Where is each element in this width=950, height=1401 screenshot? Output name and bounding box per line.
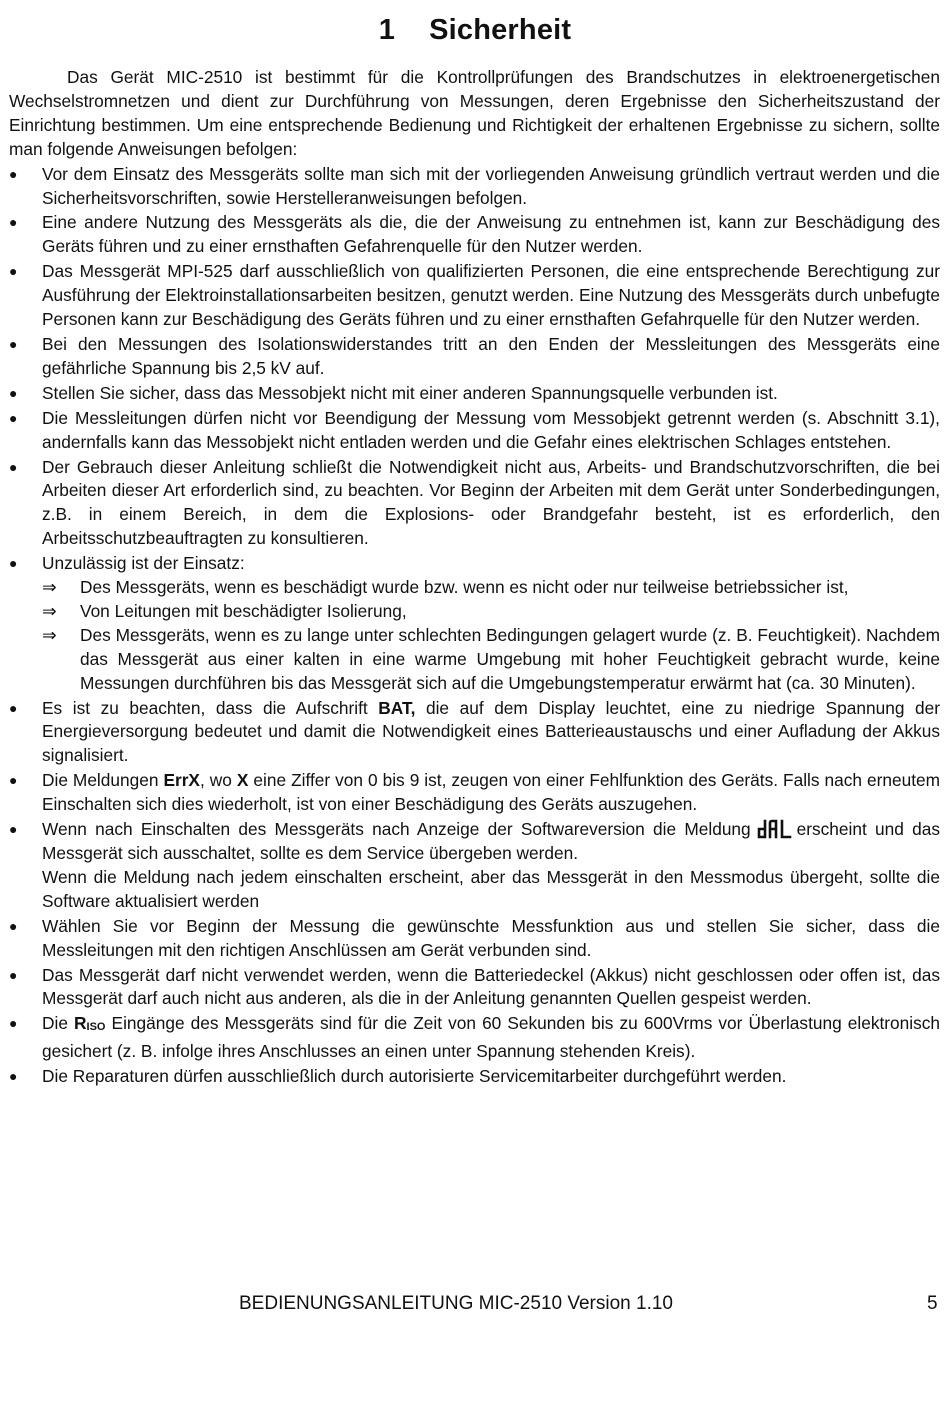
bullet-icon: ● (9, 772, 18, 789)
bullet-icon: ● (9, 917, 18, 934)
list-item: ● Stellen Sie sicher, dass das Messobjekt nicht mit einer anderen Spannungsquelle verbunden ist. (9, 382, 940, 406)
bullet-icon: ● (9, 699, 18, 716)
list-item: ● Das Messgerät MPI-525 darf ausschließlich von qualifizierten Personen, die eine entsprechende Berechtigung zur Ausführung der Elektroinstallationsarbeiten besitzen, genutzt werden. Eine Nutzung des Messgeräts durch unbefugte Personen kann zur Beschädigung des Geräts führen und zu einer ernsthaften Gefahrquelle für den Nutzer werden. (9, 261, 940, 330)
bullet-icon: ● (9, 165, 18, 182)
bullet-icon: ● (9, 966, 18, 983)
list-item: ● Die Messleitungen dürfen nicht vor Beendigung der Messung vom Messobjekt getrennt werden (s. Abschnitt 3.1), andernfalls kann das Messobjekt nicht entladen werden und die Gefahr eines elektrischen Schlages entstehen. (9, 407, 940, 452)
safety-content (9, 66, 940, 1089)
list-item: ● Die Reparaturen dürfen ausschließlich durch autorisierte Servicemitarbeiter durchgeführt werden. (9, 1065, 940, 1089)
arrow-icon: ⇒ (42, 577, 57, 598)
bullet-icon: ● (9, 1015, 18, 1032)
sub-list-item: ⇒ Des Messgeräts, wenn es zu lange unter schlechten Bedingungen gelagert wurde (z. B. Feuchtigkeit). Nachdem das Messgerät aus einer kalten in eine warme Umgebung mit hoher Feuchtigkeit gebracht wurde, keine Messungen durchführen bis das Messgerät sich auf die Umgebungstemperatur erwärmt hat (ca. 30 Minuten). (42, 624, 940, 693)
svg-text:dAL: dAL (774, 835, 777, 837)
safety-list (9, 163, 940, 1089)
bullet-icon: ● (9, 214, 18, 231)
arrow-icon: ⇒ (42, 600, 57, 621)
list-item: ● Bei den Messungen des Isolationswiderstandes tritt an den Enden der Messleitungen des Messgeräts eine gefährliche Spannung bis 2,5 kV auf. (9, 333, 940, 378)
bullet-icon: ● (9, 821, 18, 838)
sub-list-item: ⇒ Von Leitungen mit beschädigter Isolierung, (42, 600, 940, 624)
section-heading (0, 14, 950, 47)
bullet-icon: ● (9, 409, 18, 426)
page-number: 5 (927, 1293, 938, 1314)
bullet-icon: ● (9, 384, 18, 401)
bullet-icon: ● (9, 335, 18, 352)
dal-display-icon (757, 819, 793, 839)
bullet-icon: ● (9, 1068, 18, 1085)
bullet-icon: ● (9, 458, 18, 475)
sub-list-item: ⇒ Des Messgeräts, wenn es beschädigt wurde bzw. wenn es nicht oder nur teilweise betriebssicher ist, (42, 576, 940, 600)
list-item: ● Wählen Sie vor Beginn der Messung die gewünschte Messfunktion aus und stellen Sie sicher, dass die Messleitungen mit den richtigen Anschlüssen am Gerät verbunden sind. (9, 915, 940, 960)
footer-title: BEDIENUNGSANLEITUNG MIC-2510 Version 1.10 (239, 1293, 673, 1314)
list-item-bat: ● Es ist zu beachten, dass die Aufschrift BAT, die auf dem Display leuchtet, eine zu niedrige Spannung der Energieversorgung bedeutet und damit die Notwendigkeit eines Batterieaustauschs und einer Aufladung der Akkus signalisiert. (9, 697, 940, 766)
arrow-icon: ⇒ (42, 624, 57, 645)
list-item-riso: ● Die RISO Eingänge des Messgeräts sind für die Zeit von 60 Sekunden bis zu 600Vrms vor Überlastung elektronisch gesichert (z. B. infolge ihres Anschlusses an einen unter Spannung stehenden Kreis). (9, 1013, 940, 1062)
list-item: ● Das Messgerät darf nicht verwendet werden, wenn die Batteriedeckel (Akkus) nicht geschlossen oder offen ist, das Messgerät darf auch nicht aus anderen, als die in der Anleitung genannten Quellen gespeist werden. (9, 964, 940, 1009)
riso-symbol: RISO (74, 1013, 106, 1034)
bat-keyword: BAT, (378, 697, 416, 718)
list-item: ● Eine andere Nutzung des Messgeräts als die, die der Anweisung zu entnehmen ist, kann zur Beschädigung des Geräts führen und zu einer ernsthaften Gefahrenquelle für den Nutzer werden. (9, 212, 940, 257)
intro-paragraph: Das Gerät MIC-2510 ist bestimmt für die Kontrollprüfungen des Brandschutzes in elektroenergetischen Wechselstromnetzen und dient zur Durchführung von Messungen, deren Ergebnisse den Sicherheitszustand der Einrichtung bestimmen. Um eine entsprechende Bedienung und Richtigkeit der erhaltenen Ergebnisse zu sichern, sollte man folgende Anweisungen befolgen: (9, 67, 940, 159)
list-item-unzulaessig: ● Unzulässig ist der Einsatz: ⇒ Des Messgeräts, wenn es beschädigt wurde bzw. wenn es nicht oder nur teilweise betriebssicher ist, ⇒ Von Leitungen mit beschädigter Isolierung, ⇒ Des Messgeräts, wenn es zu lange unter schlechten Bedingungen gelagert wurde (z. B. Feuchtigkeit). Nachdem das Messgerät aus einer kalten in eine warme Umgebung mit hoher Feuchtigkeit gebracht wurde, keine Messungen durchführen bis das Messgerät sich auf die Umgebungstemperatur erwärmt hat (ca. 30 Minuten). (9, 552, 940, 695)
bullet-icon: ● (9, 263, 18, 280)
bullet-icon: ● (9, 555, 18, 572)
section-number: 1 (378, 14, 396, 46)
list-item: ● Der Gebrauch dieser Anleitung schließt die Notwendigkeit nicht aus, Arbeits- und Brandschutzvorschriften, die bei Arbeiten dieser Art erforderlich sind, zu beachten. Vor Beginn der Arbeiten mit dem Gerät unter Sonderbedingungen, z.B. in einem Bereich, in dem die Explosions- oder Brandgefahr besteht, ist es erforderlich, den Arbeitsschutzbeauftragten zu konsultieren. (9, 456, 940, 549)
list-item-errx: ● Die Meldungen ErrX, wo X eine Ziffer von 0 bis 9 ist, zeugen von einer Fehlfunktion des Geräts. Falls nach erneutem Einschalten sich dies wiederholt, ist von einer Beschädigung des Geräts auszugehen. (9, 770, 941, 815)
errx-keyword: ErrX (163, 770, 200, 791)
list-item: ● Vor dem Einsatz des Messgeräts sollte man sich mit der vorliegenden Anweisung gründlich vertraut werden und die Sicherheitsvorschriften, sowie Herstelleranweisungen befolgen. (9, 163, 940, 208)
list-item-dal: ● Wenn nach Einschalten des Messgeräts nach Anzeige der Softwareversion die Meldung dAL erscheint und das Messgerät sich ausschaltet, sollte es dem Service übergeben werden. Wenn die Meldung nach jedem einschalten erscheint, aber das Messgerät in den Messmodus übergeht, sollte die Software aktualisiert werden (9, 819, 940, 911)
x-keyword: X (236, 770, 249, 791)
section-title: Sicherheit (429, 14, 572, 46)
prohibited-use-list (42, 576, 940, 696)
